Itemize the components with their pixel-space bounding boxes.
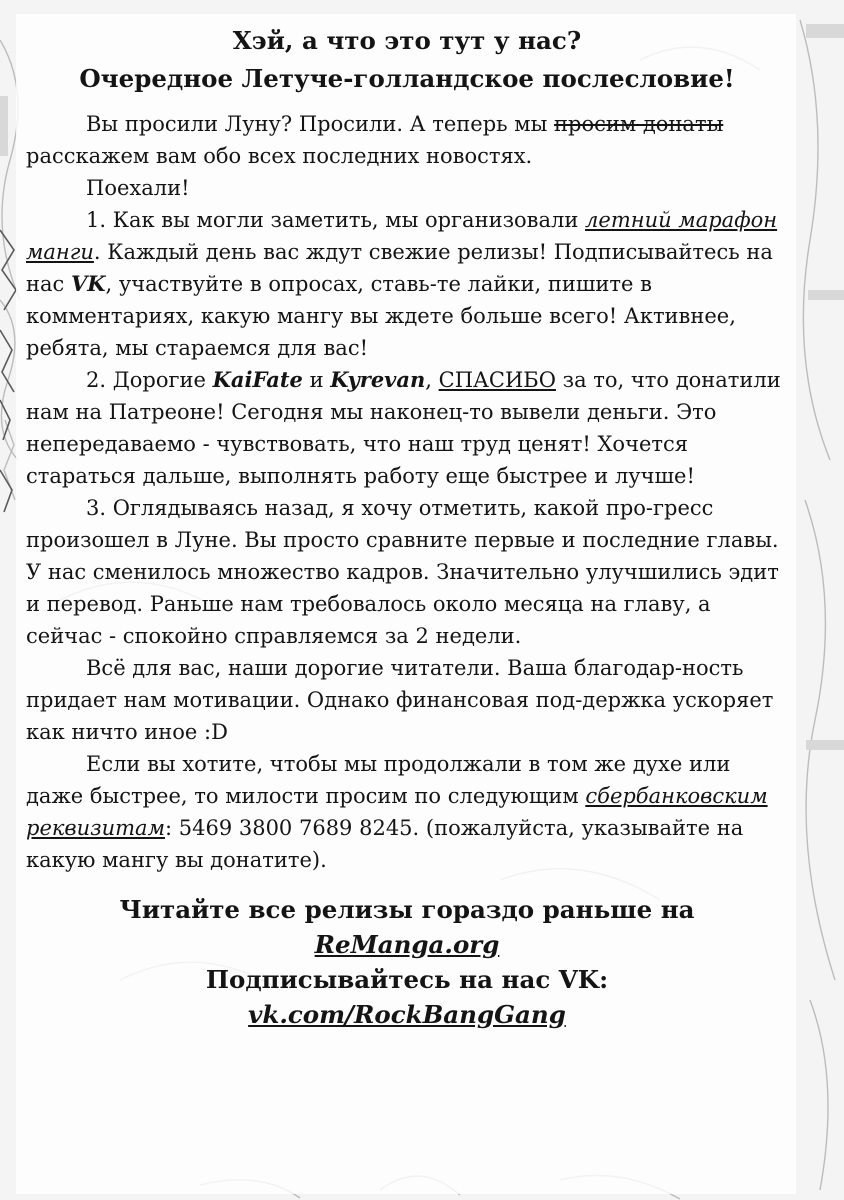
afterword-body <box>26 108 788 876</box>
thanks-text: СПАСИБО <box>438 368 556 392</box>
bank-details-link[interactable]: сбербанковским реквизитам <box>26 784 768 840</box>
go-paragraph: Поехали! <box>86 176 190 200</box>
page-title <box>26 22 788 98</box>
title-line-1: Хэй, а что это тут у нас? <box>232 26 582 55</box>
gratitude-paragraph: Всё для вас, наши дорогие читатели. Ваша благодар-ность придает нам мотивации. Однако финансовая под-держка ускоряет как ничто иное :D <box>26 656 774 744</box>
item-2-paragraph <box>26 364 788 492</box>
donation-paragraph <box>26 748 788 876</box>
summer-marathon-link[interactable]: летний марафон манги <box>26 208 778 264</box>
item-2-text-3: , <box>425 368 439 392</box>
donor-name-1: KaiFate <box>212 367 303 392</box>
donor-name-2: Kyrevan <box>330 367 426 392</box>
item-1-text-1: 1. Как вы могли заметить, мы организовали <box>86 208 586 232</box>
struck-text: просим донаты <box>554 112 724 136</box>
intro-text-2: расскажем вам обо всех последних новостях. <box>26 144 533 168</box>
intro-text-1: Вы просили Луну? Просили. А теперь мы <box>86 112 555 136</box>
item-1-paragraph <box>26 204 788 364</box>
item-3-paragraph: 3. Оглядываясь назад, я хочу отметить, какой про-гресс произошел в Луне. Вы просто сравните первые и последние главы. У нас сменилось множество кадров. Значительно улучшились эдит и перевод. Раньше нам требовалось около месяца на главу, а сейчас - спокойно справляемся за 2 недели. <box>26 496 779 648</box>
item-1-text-3: , участвуйте в опросах, ставь-те лайки, пишите в комментариях, какую мангу вы ждете больше всего! Активнее, ребята, мы стараемся для вас! <box>26 272 736 360</box>
donation-text-1: Если вы хотите, чтобы мы продолжали в том же духе или даже быстрее, то милости просим по следующим <box>26 752 731 808</box>
title-line-2: Очередное Летуче-голландское послесловие! <box>79 64 735 93</box>
donation-text-2: : 5469 3800 7689 8245. (пожалуйста, указывайте на какую мангу вы донатите). <box>26 816 744 872</box>
item-1-text-2: . Каждый день вас ждут свежие релизы! Подписывайтесь на нас <box>26 240 773 296</box>
footer <box>26 892 788 1032</box>
item-2-text-2: и <box>302 368 331 392</box>
item-2-text-1: 2. Дорогие <box>86 368 213 392</box>
footer-line-2: Подписывайтесь на нас VK: <box>205 965 609 994</box>
vk-label: VK <box>70 271 106 296</box>
remanga-link[interactable]: ReManga.org <box>314 930 500 959</box>
footer-line-1: Читайте все релизы гораздо раньше на <box>119 895 695 924</box>
intro-paragraph <box>26 108 788 172</box>
vk-link[interactable]: vk.com/RockBangGang <box>248 1000 566 1029</box>
item-2-text-4: за то, что донатили нам на Патреоне! Сегодня мы наконец-то вывели деньги. Это непередаваемо - чувствовать, что наш труд ценят! Хочется стараться дальше, выполнять работу еще быстрее и лучше! <box>26 368 781 488</box>
afterword-content <box>26 22 788 1032</box>
